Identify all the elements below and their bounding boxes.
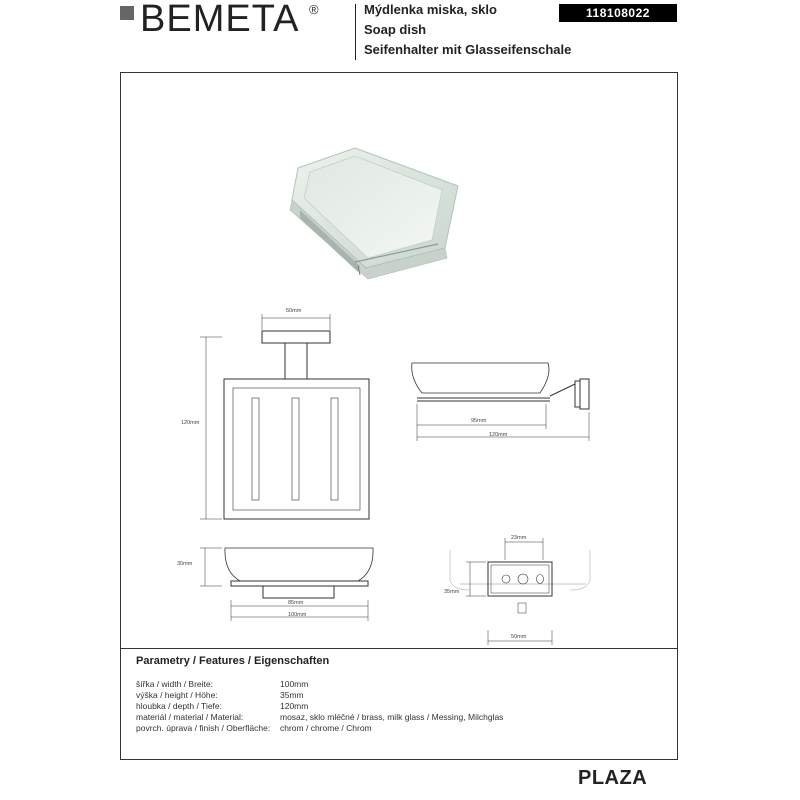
dim-side-depth-inner: 95mm: [471, 418, 487, 424]
param-value: 35mm: [280, 690, 304, 700]
title-czech: Mýdlenka miska, sklo: [364, 2, 497, 17]
dim-bottom-width-inner: 85mm: [288, 600, 304, 606]
dim-top-width: 50mm: [286, 308, 302, 314]
param-value: 100mm: [280, 679, 309, 689]
params-title: Parametry / Features / Eigenschaften: [136, 655, 330, 667]
product-photo: [290, 148, 458, 279]
product-code: 118108022: [559, 4, 677, 22]
param-label: šířka / width / Breite:: [136, 679, 213, 689]
param-label: výška / height / Höhe:: [136, 690, 218, 700]
section-divider: [121, 648, 677, 649]
param-label: hloubka / depth / Tiefe:: [136, 701, 223, 711]
registered-mark: ®: [309, 2, 319, 17]
title-german: Seifenhalter mit Glasseifenschale: [364, 42, 572, 57]
wall-plate-view-drawing: [450, 538, 590, 645]
dim-plate-top: 23mm: [511, 535, 527, 541]
title-english: Soap dish: [364, 22, 427, 37]
param-value: mosaz, sklo mléčné / brass, milk glass / Messing, Milchglas: [280, 712, 504, 722]
dim-front-height: 120mm: [181, 420, 200, 426]
brand-logo: BEMETA: [140, 0, 300, 40]
param-label: materiál / material / Material:: [136, 712, 244, 722]
param-label: povrch. úprava / finish / Oberfläche:: [136, 723, 271, 733]
dim-side-depth: 120mm: [489, 432, 508, 438]
side-view-drawing: [412, 363, 589, 441]
dim-plate-height: 35mm: [444, 589, 460, 595]
elevation-view-drawing: [200, 548, 373, 621]
series-name: PLAZA: [578, 767, 648, 789]
dim-bottom-width: 100mm: [288, 612, 307, 618]
dim-plate-width: 50mm: [511, 634, 527, 640]
dim-bottom-height: 30mm: [177, 561, 193, 567]
param-value: 120mm: [280, 701, 309, 711]
param-value: chrom / chrome / Chrom: [280, 723, 372, 733]
front-view-drawing: [200, 314, 369, 519]
